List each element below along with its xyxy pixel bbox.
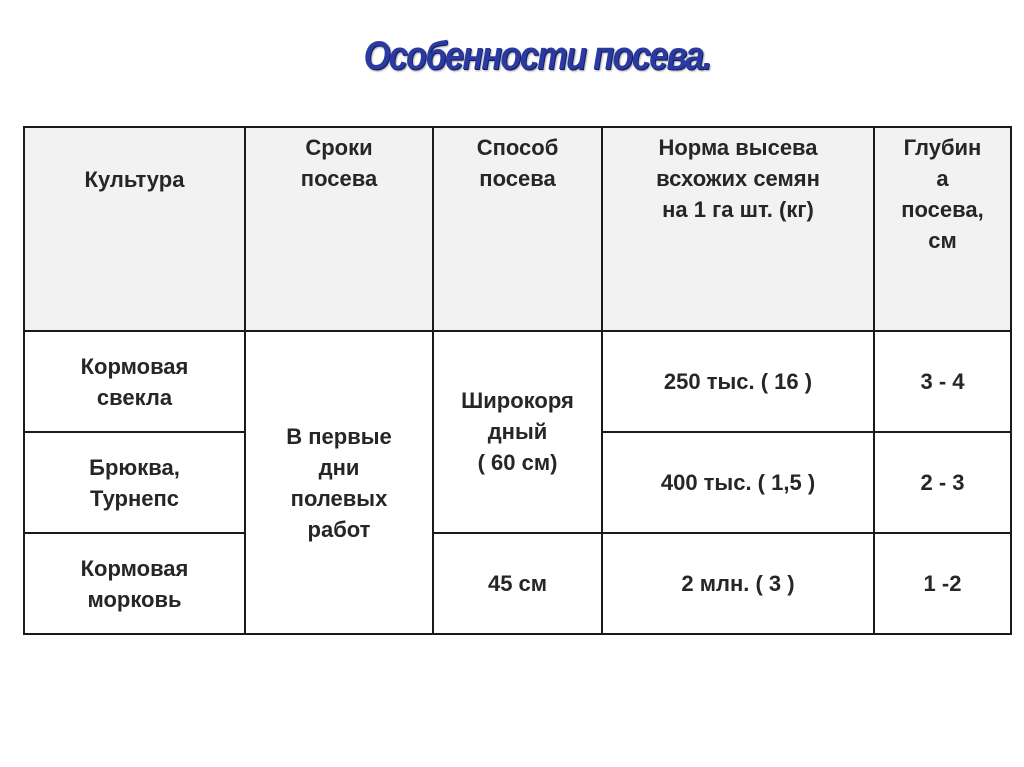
cell-seeding-rate: 250 тыс. ( 16 ) (602, 331, 874, 432)
sowing-table-container (23, 126, 1012, 635)
cell-depth: 2 - 3 (874, 432, 1011, 533)
page-title: Особенности посева. (363, 34, 711, 78)
header-seeding-rate: Норма высева всхожих семян на 1 га шт. (кг) (602, 127, 874, 331)
header-method: Способ посева (433, 127, 602, 331)
cell-timing-merged: В первые дни полевых работ (245, 331, 433, 634)
cell-method: 45 см (433, 533, 602, 634)
cell-culture: Кормовая свекла (24, 331, 245, 432)
cell-culture: Брюква, Турнепс (24, 432, 245, 533)
cell-culture: Кормовая морковь (24, 533, 245, 634)
cell-method-merged: Широкоря дный ( 60 см) (433, 331, 602, 533)
cell-depth: 3 - 4 (874, 331, 1011, 432)
cell-seeding-rate: 400 тыс. ( 1,5 ) (602, 432, 874, 533)
cell-depth: 1 -2 (874, 533, 1011, 634)
header-depth: Глубин а посева, см (874, 127, 1011, 331)
table-header-row (24, 127, 1011, 331)
header-culture: Культура (24, 127, 245, 331)
table-row (24, 331, 1011, 432)
sowing-table (23, 126, 1012, 635)
header-timing: Сроки посева (245, 127, 433, 331)
table-row (24, 533, 1011, 634)
cell-seeding-rate: 2 млн. ( 3 ) (602, 533, 874, 634)
